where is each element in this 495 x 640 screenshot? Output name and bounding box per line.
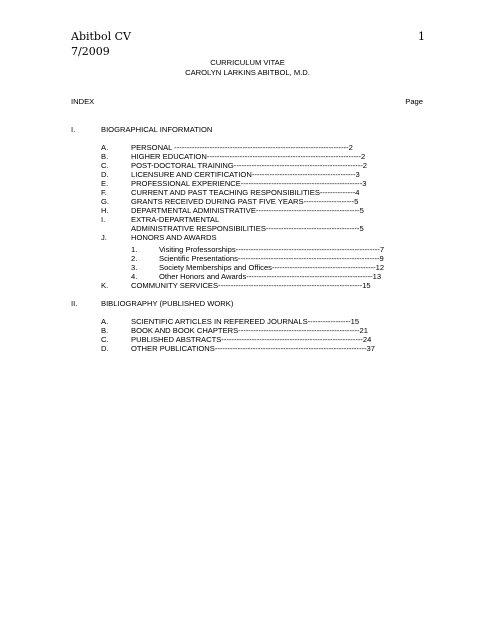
index-subentry[interactable]	[131, 263, 396, 272]
subentry-number: 4.	[131, 272, 138, 281]
entry-text: SCIENTIFIC ARTICLES IN REFEREED JOURNALS-----------------15	[131, 317, 360, 326]
section-numeral: II.	[71, 299, 78, 308]
subentry-text: Scientific Presentations--------------------------------------------------------9	[159, 254, 384, 263]
index-subentry[interactable]	[131, 272, 396, 281]
page-column-label: Page	[405, 97, 423, 106]
page-number: 1	[418, 30, 425, 43]
subentry-number: 2.	[131, 254, 138, 263]
index-entry[interactable]	[101, 197, 396, 206]
entry-letter: J.	[101, 233, 107, 242]
entry-letter: B.	[101, 152, 109, 161]
entry-text: HONORS AND AWARDS	[131, 233, 217, 242]
entry-text: PERSONAL ---------------------------------------------------------------------2	[131, 143, 353, 152]
entry-text: ADMINISTRATIVE RESPONSIBILITIES-------------------------------------5	[131, 224, 364, 233]
entry-text: BOOK AND BOOK CHAPTERS------------------------------------------------21	[131, 326, 369, 335]
index-entry[interactable]	[101, 143, 396, 152]
index-entry[interactable]	[101, 152, 396, 161]
entry-letter: H.	[101, 206, 109, 215]
entry-text: DEPARTMENTAL ADMINISTRATIVE-----------------------------------------5	[131, 206, 364, 215]
index-entry-continued[interactable]	[101, 224, 396, 233]
index-entry[interactable]	[101, 233, 396, 242]
index-entry[interactable]	[101, 326, 396, 335]
index-entry[interactable]	[101, 179, 396, 188]
entry-text: CURRENT AND PAST TEACHING RESPONSIBILITIES--------------4	[131, 188, 360, 197]
entry-letter: B.	[101, 326, 109, 335]
header-date: 7/2009	[71, 45, 110, 58]
entry-text: POST-DOCTORAL TRAINING---------------------------------------------------2	[131, 161, 368, 170]
entry-text: COMMUNITY SERVICES---------------------------------------------------------15	[131, 281, 371, 290]
entry-text: HIGHER EDUCATION-------------------------------------------------------------2	[131, 152, 366, 161]
subentry-text: Other Honors and Awards--------------------------------------------------13	[159, 272, 382, 281]
entry-letter: F.	[101, 188, 107, 197]
index-entry[interactable]	[101, 281, 396, 290]
subentry-text: Visiting Professorships---------------------------------------------------------7	[159, 245, 385, 254]
entry-letter: A.	[101, 143, 109, 152]
entry-letter: C.	[101, 161, 109, 170]
document-title: CURRICULUM VITAE	[210, 58, 285, 67]
entry-letter: A.	[101, 317, 109, 326]
index-entry[interactable]	[101, 344, 396, 353]
section-heading: BIBLIOGRAPHY (PUBLISHED WORK)	[101, 299, 234, 308]
entry-text: OTHER PUBLICATIONS------------------------------------------------------------37	[131, 344, 375, 353]
entry-text: EXTRA-DEPARTMENTAL	[131, 215, 220, 224]
index-label: INDEX	[71, 97, 95, 106]
entry-text: GRANTS RECEIVED DURING PAST FIVE YEARS--------------------5	[131, 197, 359, 206]
index-subentry[interactable]	[131, 254, 396, 263]
index-entry[interactable]	[101, 215, 396, 224]
header-title: Abitbol CV	[71, 30, 131, 43]
entry-letter: D.	[101, 344, 109, 353]
index-entry[interactable]	[101, 188, 396, 197]
section-numeral: I.	[71, 125, 76, 134]
entry-letter: G.	[101, 197, 110, 206]
entry-letter: E.	[101, 179, 109, 188]
entry-letter: D.	[101, 170, 109, 179]
entry-text: PUBLISHED ABSTRACTS--------------------------------------------------------24	[131, 335, 372, 344]
entry-letter: I.	[101, 215, 106, 224]
index-entry[interactable]	[101, 170, 396, 179]
index-entry[interactable]	[101, 335, 396, 344]
entry-text: LICENSURE AND CERTIFICATION-----------------------------------------3	[131, 170, 360, 179]
entry-letter: C.	[101, 335, 109, 344]
entry-text: PROFESSIONAL EXPERIENCE------------------------------------------------3	[131, 179, 367, 188]
document-subtitle: CAROLYN LARKINS ABITBOL, M.D.	[185, 68, 310, 77]
subentry-text: Society Memberships and Offices-----------------------------------------12	[159, 263, 385, 272]
entry-letter: K.	[101, 281, 109, 290]
index-entry[interactable]	[101, 161, 396, 170]
index-entry[interactable]	[101, 317, 396, 326]
index-subentry[interactable]	[131, 245, 396, 254]
subentry-number: 1.	[131, 245, 138, 254]
index-entry[interactable]	[101, 206, 396, 215]
subentry-number: 3.	[131, 263, 138, 272]
section-heading: BIOGRAPHICAL INFORMATION	[101, 125, 213, 134]
